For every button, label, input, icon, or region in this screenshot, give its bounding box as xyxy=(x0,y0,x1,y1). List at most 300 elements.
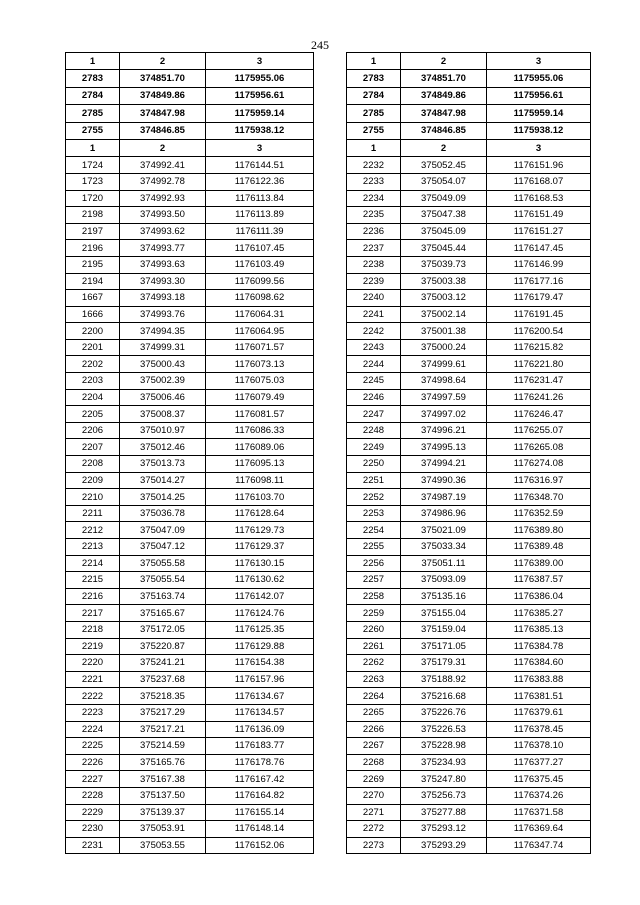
table-cell: 2785 xyxy=(347,105,401,122)
table-cell: 375012.46 xyxy=(120,439,206,456)
table-cell: 2196 xyxy=(66,240,120,257)
table-cell: 2783 xyxy=(347,70,401,87)
table-cell: 2755 xyxy=(66,122,120,139)
table-row xyxy=(347,406,591,423)
table-cell: 374995.13 xyxy=(401,439,487,456)
table-row xyxy=(347,688,591,705)
table-cell: 1176378.45 xyxy=(487,721,591,738)
table-cell: 1176107.45 xyxy=(206,240,314,257)
table-row xyxy=(347,522,591,539)
table-row xyxy=(66,638,314,655)
table-header-row xyxy=(66,53,314,70)
table-cell: 1176316.97 xyxy=(487,472,591,489)
table-cell: 2272 xyxy=(347,821,401,838)
table-cell: 1176177.16 xyxy=(487,273,591,290)
table-cell: 1176113.89 xyxy=(206,207,314,224)
table-cell: 375055.54 xyxy=(120,572,206,589)
table-row xyxy=(347,323,591,340)
table-cell: 2245 xyxy=(347,373,401,390)
table-row-bold xyxy=(347,122,591,139)
table-cell: 375047.12 xyxy=(120,539,206,556)
table-cell: 2783 xyxy=(66,70,120,87)
table-row-bold xyxy=(347,70,591,87)
table-cell: 374996.21 xyxy=(401,422,487,439)
table-cell: 375047.38 xyxy=(401,207,487,224)
table-row xyxy=(66,621,314,638)
table-row xyxy=(347,655,591,672)
table-row xyxy=(347,771,591,788)
table-cell: 1176386.04 xyxy=(487,588,591,605)
table-header-row xyxy=(347,53,591,70)
table-cell: 1176155.14 xyxy=(206,804,314,821)
table-cell: 375013.73 xyxy=(120,456,206,473)
table-cell: 1176130.15 xyxy=(206,555,314,572)
table-cell: 1176215.82 xyxy=(487,339,591,356)
table-cell: 375179.31 xyxy=(401,655,487,672)
table-cell: 374992.41 xyxy=(120,157,206,174)
table-cell: 1176389.80 xyxy=(487,522,591,539)
table-cell: 375241.21 xyxy=(120,655,206,672)
table-row xyxy=(347,721,591,738)
table-cell: 2238 xyxy=(347,256,401,273)
table-row xyxy=(66,439,314,456)
table-cell: 375054.07 xyxy=(401,173,487,190)
table-cell: 375000.43 xyxy=(120,356,206,373)
table-cell: 1175938.12 xyxy=(487,122,591,139)
table-cell: 375234.93 xyxy=(401,754,487,771)
table-cell: 1176079.49 xyxy=(206,389,314,406)
table-cell: 1175956.61 xyxy=(487,87,591,104)
table-row xyxy=(347,671,591,688)
table-row-bold xyxy=(66,122,314,139)
table-cell: 1176124.76 xyxy=(206,605,314,622)
table-row xyxy=(66,505,314,522)
table-cell: 1176151.96 xyxy=(487,157,591,174)
table-cell: 374999.31 xyxy=(120,339,206,356)
table-cell: 375055.58 xyxy=(120,555,206,572)
table-row xyxy=(347,821,591,838)
table-cell: 1176071.57 xyxy=(206,339,314,356)
table-cell: 2205 xyxy=(66,406,120,423)
table-cell: 375247.80 xyxy=(401,771,487,788)
table-cell: 2231 xyxy=(66,837,120,854)
table-row xyxy=(66,190,314,207)
table-row xyxy=(66,207,314,224)
table-cell: 3 xyxy=(487,139,591,156)
table-cell: 2262 xyxy=(347,655,401,672)
table-cell: 2243 xyxy=(347,339,401,356)
table-cell: 375052.45 xyxy=(401,157,487,174)
table-row xyxy=(66,223,314,240)
table-cell: 1176113.84 xyxy=(206,190,314,207)
table-cell: 2202 xyxy=(66,356,120,373)
table-cell: 1176265.08 xyxy=(487,439,591,456)
table-row xyxy=(347,173,591,190)
table-cell: 375237.68 xyxy=(120,671,206,688)
table-cell: 2217 xyxy=(66,605,120,622)
table-cell: 375047.09 xyxy=(120,522,206,539)
table-cell: 2239 xyxy=(347,273,401,290)
table-cell: 2208 xyxy=(66,456,120,473)
table-cell: 374994.21 xyxy=(401,456,487,473)
table-cell: 2201 xyxy=(66,339,120,356)
table-cell: 2242 xyxy=(347,323,401,340)
table-cell: 1176147.45 xyxy=(487,240,591,257)
table-cell: 3 xyxy=(206,139,314,156)
table-row xyxy=(66,605,314,622)
table-row xyxy=(347,306,591,323)
table-row xyxy=(347,207,591,224)
table-cell: 375014.25 xyxy=(120,489,206,506)
table-row xyxy=(347,273,591,290)
table-cell: 2260 xyxy=(347,621,401,638)
table-cell: 375093.09 xyxy=(401,572,487,589)
table-row xyxy=(66,373,314,390)
table-row xyxy=(347,339,591,356)
table-cell: 1175938.12 xyxy=(206,122,314,139)
table-cell: 1176385.13 xyxy=(487,621,591,638)
table-row xyxy=(347,356,591,373)
table-row xyxy=(66,821,314,838)
table-row xyxy=(66,389,314,406)
table-cell: 1176075.03 xyxy=(206,373,314,390)
table-cell: 375167.38 xyxy=(120,771,206,788)
table-cell: 2195 xyxy=(66,256,120,273)
table-row xyxy=(347,555,591,572)
table-cell: 2784 xyxy=(66,87,120,104)
table-row xyxy=(66,655,314,672)
table-cell: 2259 xyxy=(347,605,401,622)
table-cell: 374992.78 xyxy=(120,173,206,190)
table-row xyxy=(66,173,314,190)
table-cell: 375003.38 xyxy=(401,273,487,290)
table-cell: 2229 xyxy=(66,804,120,821)
table-cell: 374846.85 xyxy=(401,122,487,139)
table-cell: 1176086.33 xyxy=(206,422,314,439)
table-cell: 1176064.31 xyxy=(206,306,314,323)
table-cell: 2197 xyxy=(66,223,120,240)
table-cell: 2250 xyxy=(347,456,401,473)
table-row xyxy=(66,256,314,273)
table-cell: 1176168.53 xyxy=(487,190,591,207)
table-cell: 1176384.60 xyxy=(487,655,591,672)
table-cell: 1176178.76 xyxy=(206,754,314,771)
table-cell: 2785 xyxy=(66,105,120,122)
table-cell: 2784 xyxy=(347,87,401,104)
table-row xyxy=(347,572,591,589)
table-cell: 1176136.09 xyxy=(206,721,314,738)
table-cell: 1724 xyxy=(66,157,120,174)
table-cell: 375159.04 xyxy=(401,621,487,638)
table-cell: 2269 xyxy=(347,771,401,788)
table-row xyxy=(347,373,591,390)
table-row xyxy=(347,489,591,506)
table-cell: 2264 xyxy=(347,688,401,705)
table-cell: 1176377.27 xyxy=(487,754,591,771)
table-cell: 1176152.06 xyxy=(206,837,314,854)
table-row xyxy=(66,290,314,307)
table-cell: 2203 xyxy=(66,373,120,390)
table-row xyxy=(347,605,591,622)
table-cell: 375188.92 xyxy=(401,671,487,688)
table-cell: 2194 xyxy=(66,273,120,290)
table-cell: 1 xyxy=(347,139,401,156)
table-cell: 374990.36 xyxy=(401,472,487,489)
table-cell: 2233 xyxy=(347,173,401,190)
table-cell: 375008.37 xyxy=(120,406,206,423)
table-row-bold xyxy=(66,87,314,104)
table-cell: 2218 xyxy=(66,621,120,638)
table-row xyxy=(66,522,314,539)
table-cell: 375137.50 xyxy=(120,787,206,804)
table-cell: 1176384.78 xyxy=(487,638,591,655)
table-cell: 375001.38 xyxy=(401,323,487,340)
table-cell: 1176352.59 xyxy=(487,505,591,522)
table-row xyxy=(347,539,591,556)
table-cell: 1176151.49 xyxy=(487,207,591,224)
table-row xyxy=(66,771,314,788)
table-row xyxy=(66,422,314,439)
table-cell: 1176348.70 xyxy=(487,489,591,506)
table-cell: 2244 xyxy=(347,356,401,373)
table-cell: 1176167.42 xyxy=(206,771,314,788)
table-cell: 374998.64 xyxy=(401,373,487,390)
table-cell: 1176164.82 xyxy=(206,787,314,804)
table-cell: 2220 xyxy=(66,655,120,672)
table-cell: 1176168.07 xyxy=(487,173,591,190)
table-cell: 2 xyxy=(120,53,206,70)
table-row xyxy=(347,256,591,273)
table-row xyxy=(66,339,314,356)
table-row xyxy=(66,157,314,174)
table-cell: 374849.86 xyxy=(120,87,206,104)
table-subheader-row xyxy=(66,139,314,156)
table-row xyxy=(66,721,314,738)
table-row xyxy=(347,439,591,456)
table-cell: 1176221.80 xyxy=(487,356,591,373)
table-cell: 375049.09 xyxy=(401,190,487,207)
table-cell: 2210 xyxy=(66,489,120,506)
table-row xyxy=(347,837,591,854)
table-row xyxy=(347,621,591,638)
table-cell: 2 xyxy=(120,139,206,156)
table-cell: 2223 xyxy=(66,704,120,721)
table-cell: 1176231.47 xyxy=(487,373,591,390)
table-cell: 1176179.47 xyxy=(487,290,591,307)
table-cell: 2 xyxy=(401,139,487,156)
table-row xyxy=(347,472,591,489)
table-cell: 375139.37 xyxy=(120,804,206,821)
table-row xyxy=(347,738,591,755)
table-cell: 375165.67 xyxy=(120,605,206,622)
table-cell: 1176122.36 xyxy=(206,173,314,190)
table-cell: 1 xyxy=(66,53,120,70)
table-cell: 2263 xyxy=(347,671,401,688)
table-cell: 374993.50 xyxy=(120,207,206,224)
table-row xyxy=(66,240,314,257)
table-cell: 374997.02 xyxy=(401,406,487,423)
table-cell: 374993.63 xyxy=(120,256,206,273)
table-cell: 2198 xyxy=(66,207,120,224)
table-cell: 1176095.13 xyxy=(206,456,314,473)
table-cell: 375021.09 xyxy=(401,522,487,539)
table-cell: 1175959.14 xyxy=(487,105,591,122)
table-cell: 374847.98 xyxy=(401,105,487,122)
table-cell: 1176142.07 xyxy=(206,588,314,605)
table-cell: 2246 xyxy=(347,389,401,406)
table-cell: 1175955.06 xyxy=(487,70,591,87)
table-cell: 375010.97 xyxy=(120,422,206,439)
table-cell: 1176129.37 xyxy=(206,539,314,556)
table-cell: 1176073.13 xyxy=(206,356,314,373)
table-cell: 375256.73 xyxy=(401,787,487,804)
table-cell: 2273 xyxy=(347,837,401,854)
table-cell: 1176375.45 xyxy=(487,771,591,788)
table-cell: 2241 xyxy=(347,306,401,323)
table-row-bold xyxy=(347,105,591,122)
table-cell: 2234 xyxy=(347,190,401,207)
coordinates-table-right xyxy=(346,52,591,854)
table-cell: 375165.76 xyxy=(120,754,206,771)
table-cell: 1175955.06 xyxy=(206,70,314,87)
table-cell: 2221 xyxy=(66,671,120,688)
table-cell: 375045.44 xyxy=(401,240,487,257)
table-row xyxy=(66,273,314,290)
table-cell: 1176081.57 xyxy=(206,406,314,423)
table-cell: 375006.46 xyxy=(120,389,206,406)
table-cell: 374851.70 xyxy=(120,70,206,87)
table-cell: 1176183.77 xyxy=(206,738,314,755)
table-cell: 2266 xyxy=(347,721,401,738)
table-cell: 2251 xyxy=(347,472,401,489)
table-row xyxy=(347,505,591,522)
table-cell: 1176389.48 xyxy=(487,539,591,556)
table-cell: 3 xyxy=(206,53,314,70)
table-cell: 1720 xyxy=(66,190,120,207)
table-cell: 375277.88 xyxy=(401,804,487,821)
table-cell: 375293.29 xyxy=(401,837,487,854)
table-subheader-row xyxy=(347,139,591,156)
table-cell: 1 xyxy=(347,53,401,70)
table-cell: 1176389.00 xyxy=(487,555,591,572)
table-cell: 2252 xyxy=(347,489,401,506)
table-cell: 1176379.61 xyxy=(487,704,591,721)
table-cell: 2224 xyxy=(66,721,120,738)
table-cell: 2253 xyxy=(347,505,401,522)
table-cell: 374849.86 xyxy=(401,87,487,104)
table-cell: 2222 xyxy=(66,688,120,705)
table-cell: 2237 xyxy=(347,240,401,257)
table-cell: 2261 xyxy=(347,638,401,655)
table-row xyxy=(66,704,314,721)
table-cell: 1176064.95 xyxy=(206,323,314,340)
table-cell: 375216.68 xyxy=(401,688,487,705)
table-cell: 2228 xyxy=(66,787,120,804)
table-row xyxy=(347,190,591,207)
table-cell: 2211 xyxy=(66,505,120,522)
table-row xyxy=(66,738,314,755)
table-row-bold xyxy=(66,105,314,122)
table-cell: 1666 xyxy=(66,306,120,323)
table-row xyxy=(66,572,314,589)
table-cell: 375218.35 xyxy=(120,688,206,705)
table-cell: 1176191.45 xyxy=(487,306,591,323)
table-cell: 1667 xyxy=(66,290,120,307)
table-cell: 375000.24 xyxy=(401,339,487,356)
table-row xyxy=(347,754,591,771)
table-cell: 1176369.64 xyxy=(487,821,591,838)
table-cell: 1176098.11 xyxy=(206,472,314,489)
table-cell: 2257 xyxy=(347,572,401,589)
table-cell: 374986.96 xyxy=(401,505,487,522)
table-cell: 2271 xyxy=(347,804,401,821)
table-cell: 1176103.70 xyxy=(206,489,314,506)
table-cell: 375220.87 xyxy=(120,638,206,655)
table-cell: 1176255.07 xyxy=(487,422,591,439)
table-cell: 374987.19 xyxy=(401,489,487,506)
table-cell: 2254 xyxy=(347,522,401,539)
table-cell: 2226 xyxy=(66,754,120,771)
table-cell: 1176387.57 xyxy=(487,572,591,589)
table-cell: 1176129.88 xyxy=(206,638,314,655)
table-cell: 2236 xyxy=(347,223,401,240)
table-cell: 1176378.10 xyxy=(487,738,591,755)
table-cell: 1176383.88 xyxy=(487,671,591,688)
table-cell: 1176385.27 xyxy=(487,605,591,622)
table-cell: 2247 xyxy=(347,406,401,423)
table-cell: 1176241.26 xyxy=(487,389,591,406)
table-cell: 375228.98 xyxy=(401,738,487,755)
table-cell: 1176128.64 xyxy=(206,505,314,522)
table-cell: 375163.74 xyxy=(120,588,206,605)
table-cell: 375053.55 xyxy=(120,837,206,854)
table-cell: 375045.09 xyxy=(401,223,487,240)
table-cell: 374993.18 xyxy=(120,290,206,307)
table-cell: 375053.91 xyxy=(120,821,206,838)
table-cell: 2227 xyxy=(66,771,120,788)
table-cell: 374993.62 xyxy=(120,223,206,240)
table-cell: 1176111.39 xyxy=(206,223,314,240)
table-cell: 2268 xyxy=(347,754,401,771)
table-cell: 374847.98 xyxy=(120,105,206,122)
table-row xyxy=(66,588,314,605)
table-cell: 1176099.56 xyxy=(206,273,314,290)
table-row-bold xyxy=(347,87,591,104)
table-cell: 2255 xyxy=(347,539,401,556)
table-cell: 375014.27 xyxy=(120,472,206,489)
table-cell: 2212 xyxy=(66,522,120,539)
table-cell: 2207 xyxy=(66,439,120,456)
table-row xyxy=(66,688,314,705)
table-cell: 2270 xyxy=(347,787,401,804)
table-cell: 375039.73 xyxy=(401,256,487,273)
table-cell: 374993.76 xyxy=(120,306,206,323)
table-cell: 374993.30 xyxy=(120,273,206,290)
table-cell: 374999.61 xyxy=(401,356,487,373)
table-row xyxy=(347,456,591,473)
table-cell: 1176134.57 xyxy=(206,704,314,721)
table-row xyxy=(347,638,591,655)
table-row xyxy=(347,157,591,174)
table-row xyxy=(66,671,314,688)
table-row xyxy=(66,804,314,821)
table-cell: 1176200.54 xyxy=(487,323,591,340)
table-cell: 2215 xyxy=(66,572,120,589)
table-cell: 1723 xyxy=(66,173,120,190)
table-cell: 2265 xyxy=(347,704,401,721)
table-cell: 1176146.99 xyxy=(487,256,591,273)
table-row xyxy=(66,837,314,854)
